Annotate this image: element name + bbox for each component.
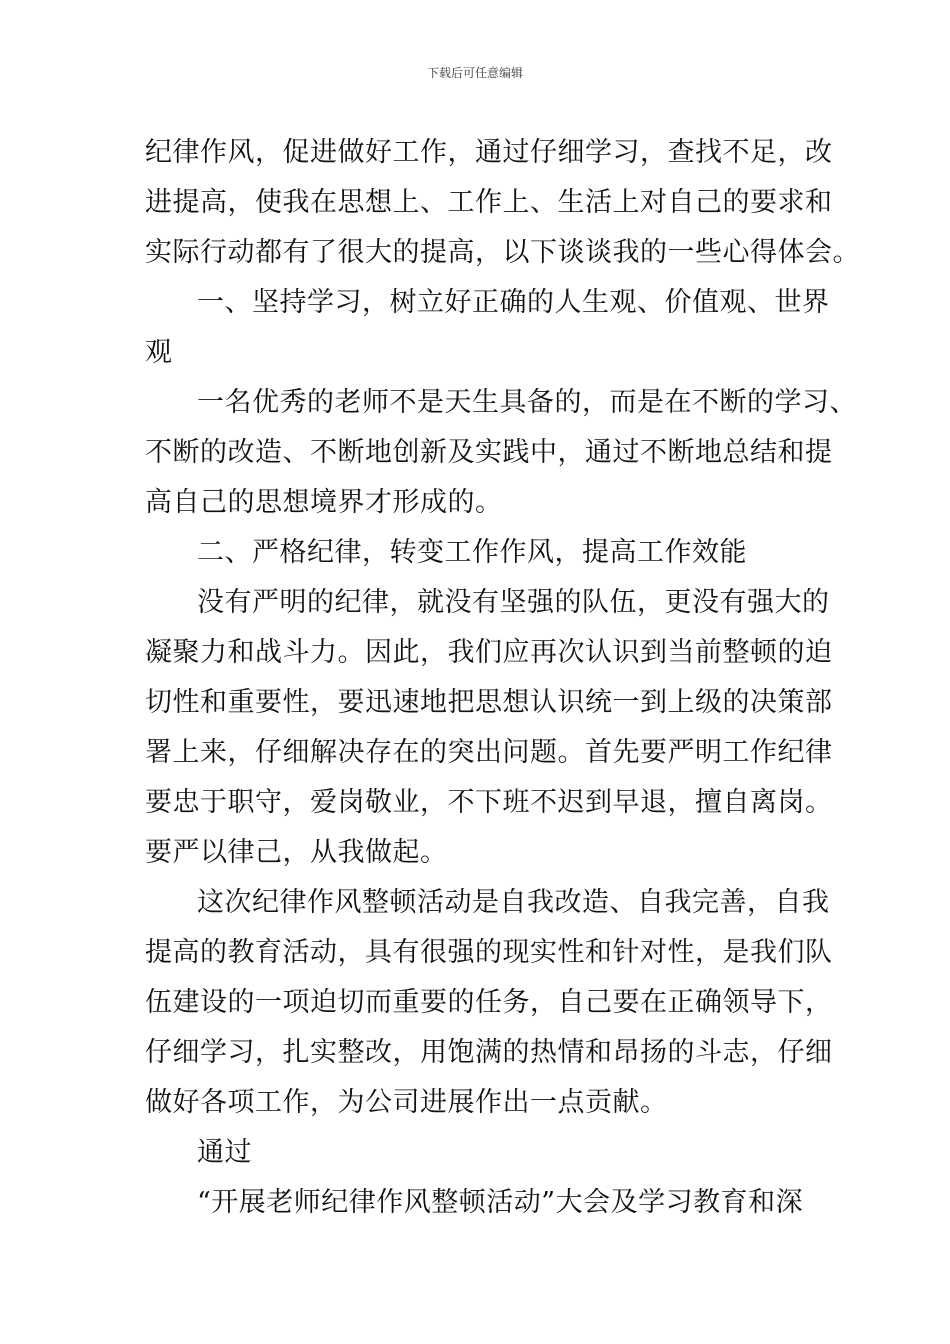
- text-line: 一、坚持学习，树立好正确的人生观、价值观、世界: [197, 287, 830, 318]
- text-line: 没有严明的纪律，就没有坚强的队伍，更没有强大的: [197, 587, 830, 618]
- text-line: 凝聚力和战斗力。因此，我们应再次认识到当前整顿的迫: [145, 637, 833, 668]
- text-line: 要忠于职守，爱岗敬业，不下班不迟到早退，擅自离岗。: [145, 787, 833, 818]
- text-line: 仔细学习，扎实整改，用饱满的热情和昂扬的斗志，仔细: [145, 1037, 833, 1068]
- text-line: 纪律作风，促进做好工作，通过仔细学习，查找不足，改: [145, 137, 833, 168]
- text-line: 提高的教育活动，具有很强的现实性和针对性，是我们队: [145, 937, 833, 968]
- text-line: 不断的改造、不断地创新及实践中，通过不断地总结和提: [145, 437, 833, 468]
- text-line: 一名优秀的老师不是天生具备的，而是在不断的学习、: [197, 387, 857, 418]
- text-line: 伍建设的一项迫切而重要的任务，自己要在正确领导下，: [145, 987, 833, 1018]
- header-note: 下载后可任意编辑: [426, 66, 523, 80]
- text-line: 署上来，仔细解决存在的突出问题。首先要严明工作纪律: [145, 737, 833, 768]
- text-line: 做好各项工作，为公司进展作出一点贡献。: [145, 1087, 668, 1118]
- text-line: 观: [145, 337, 173, 368]
- document-body: [145, 128, 860, 1228]
- text-line: 二、严格纪律，转变工作作风，提高工作效能: [197, 537, 747, 568]
- text-line: 这次纪律作风整顿活动是自我改造、自我完善，自我: [197, 887, 830, 918]
- text-line: 实际行动都有了很大的提高，以下谈谈我的一些心得体会。: [145, 237, 860, 268]
- text-line: “开展老师纪律作风整顿活动”大会及学习教育和深: [197, 1187, 804, 1218]
- text-line: 进提高，使我在思想上、工作上、生活上对自己的要求和: [145, 187, 833, 218]
- text-line: 高自己的思想境界才形成的。: [145, 487, 503, 518]
- text-line: 要严以律己，从我做起。: [145, 837, 448, 868]
- text-line: 切性和重要性，要迅速地把思想认识统一到上级的决策部: [145, 687, 833, 718]
- text-line: 通过: [197, 1137, 252, 1168]
